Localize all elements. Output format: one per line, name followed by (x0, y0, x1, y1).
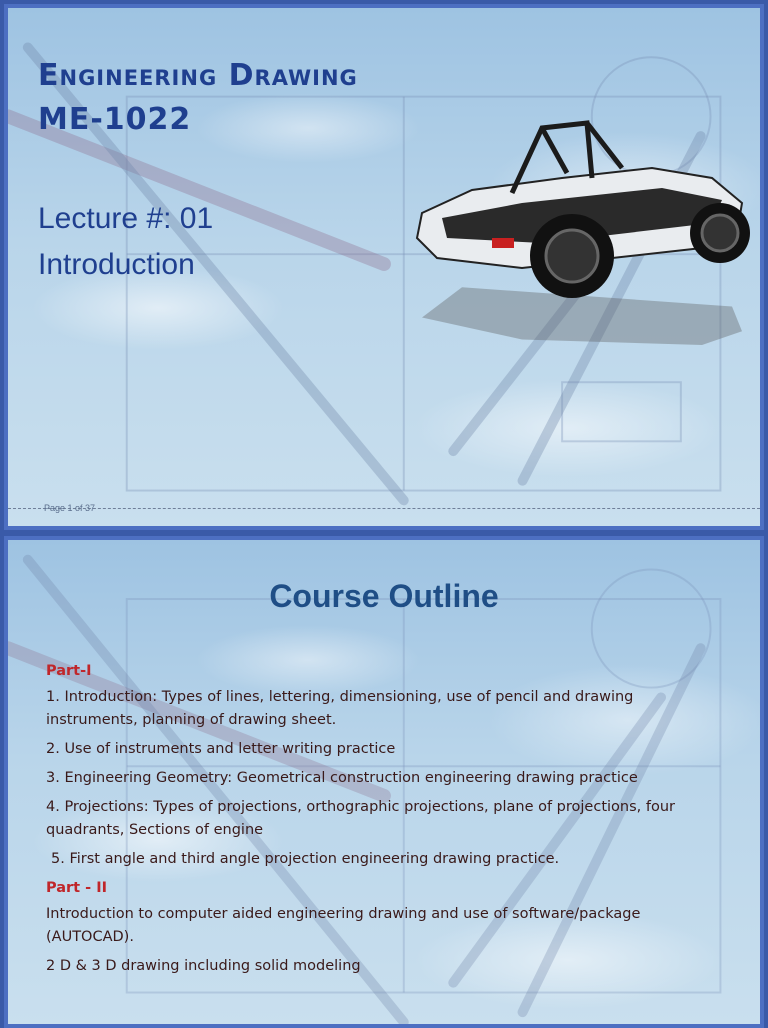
sports-car-image (402, 108, 762, 378)
outline-item: 2 D & 3 D drawing including solid modeling (46, 958, 361, 974)
outline-item: 1. Introduction: Types of lines, lettering, dimensioning, use of pencil and drawing instruments, planning of drawing sheet. (46, 689, 634, 728)
outline-content (46, 658, 726, 984)
course-title-line1: Engineering Drawing (38, 58, 358, 93)
lecture-number: Lecture #: 01 (38, 202, 214, 235)
lecture-topic: Introduction (38, 248, 195, 281)
part1-label: Part-I (46, 663, 92, 679)
page-label: Page 1 of 37 (44, 503, 96, 513)
outline-item: Introduction to computer aided engineering drawing and use of software/package (AUTOCAD). (46, 906, 641, 945)
outline-item: 4. Projections: Types of projections, orthographic projections, plane of projections, four quadrants, Sections of engine (46, 799, 675, 838)
outline-item: 2. Use of instruments and letter writing practice (46, 741, 396, 757)
slide-title (4, 4, 764, 530)
course-title (38, 54, 358, 142)
outline-heading: Course Outline (269, 578, 499, 614)
outline-item: 3. Engineering Geometry: Geometrical construction engineering drawing practice (46, 770, 638, 786)
outline-item: 5. First angle and third angle projection engineering drawing practice. (51, 851, 560, 867)
page-divider (8, 508, 760, 509)
slide-course-outline (4, 536, 764, 1028)
part2-label: Part - II (46, 880, 108, 896)
course-code: ME-1022 (38, 102, 192, 137)
lecture-info (38, 196, 213, 288)
